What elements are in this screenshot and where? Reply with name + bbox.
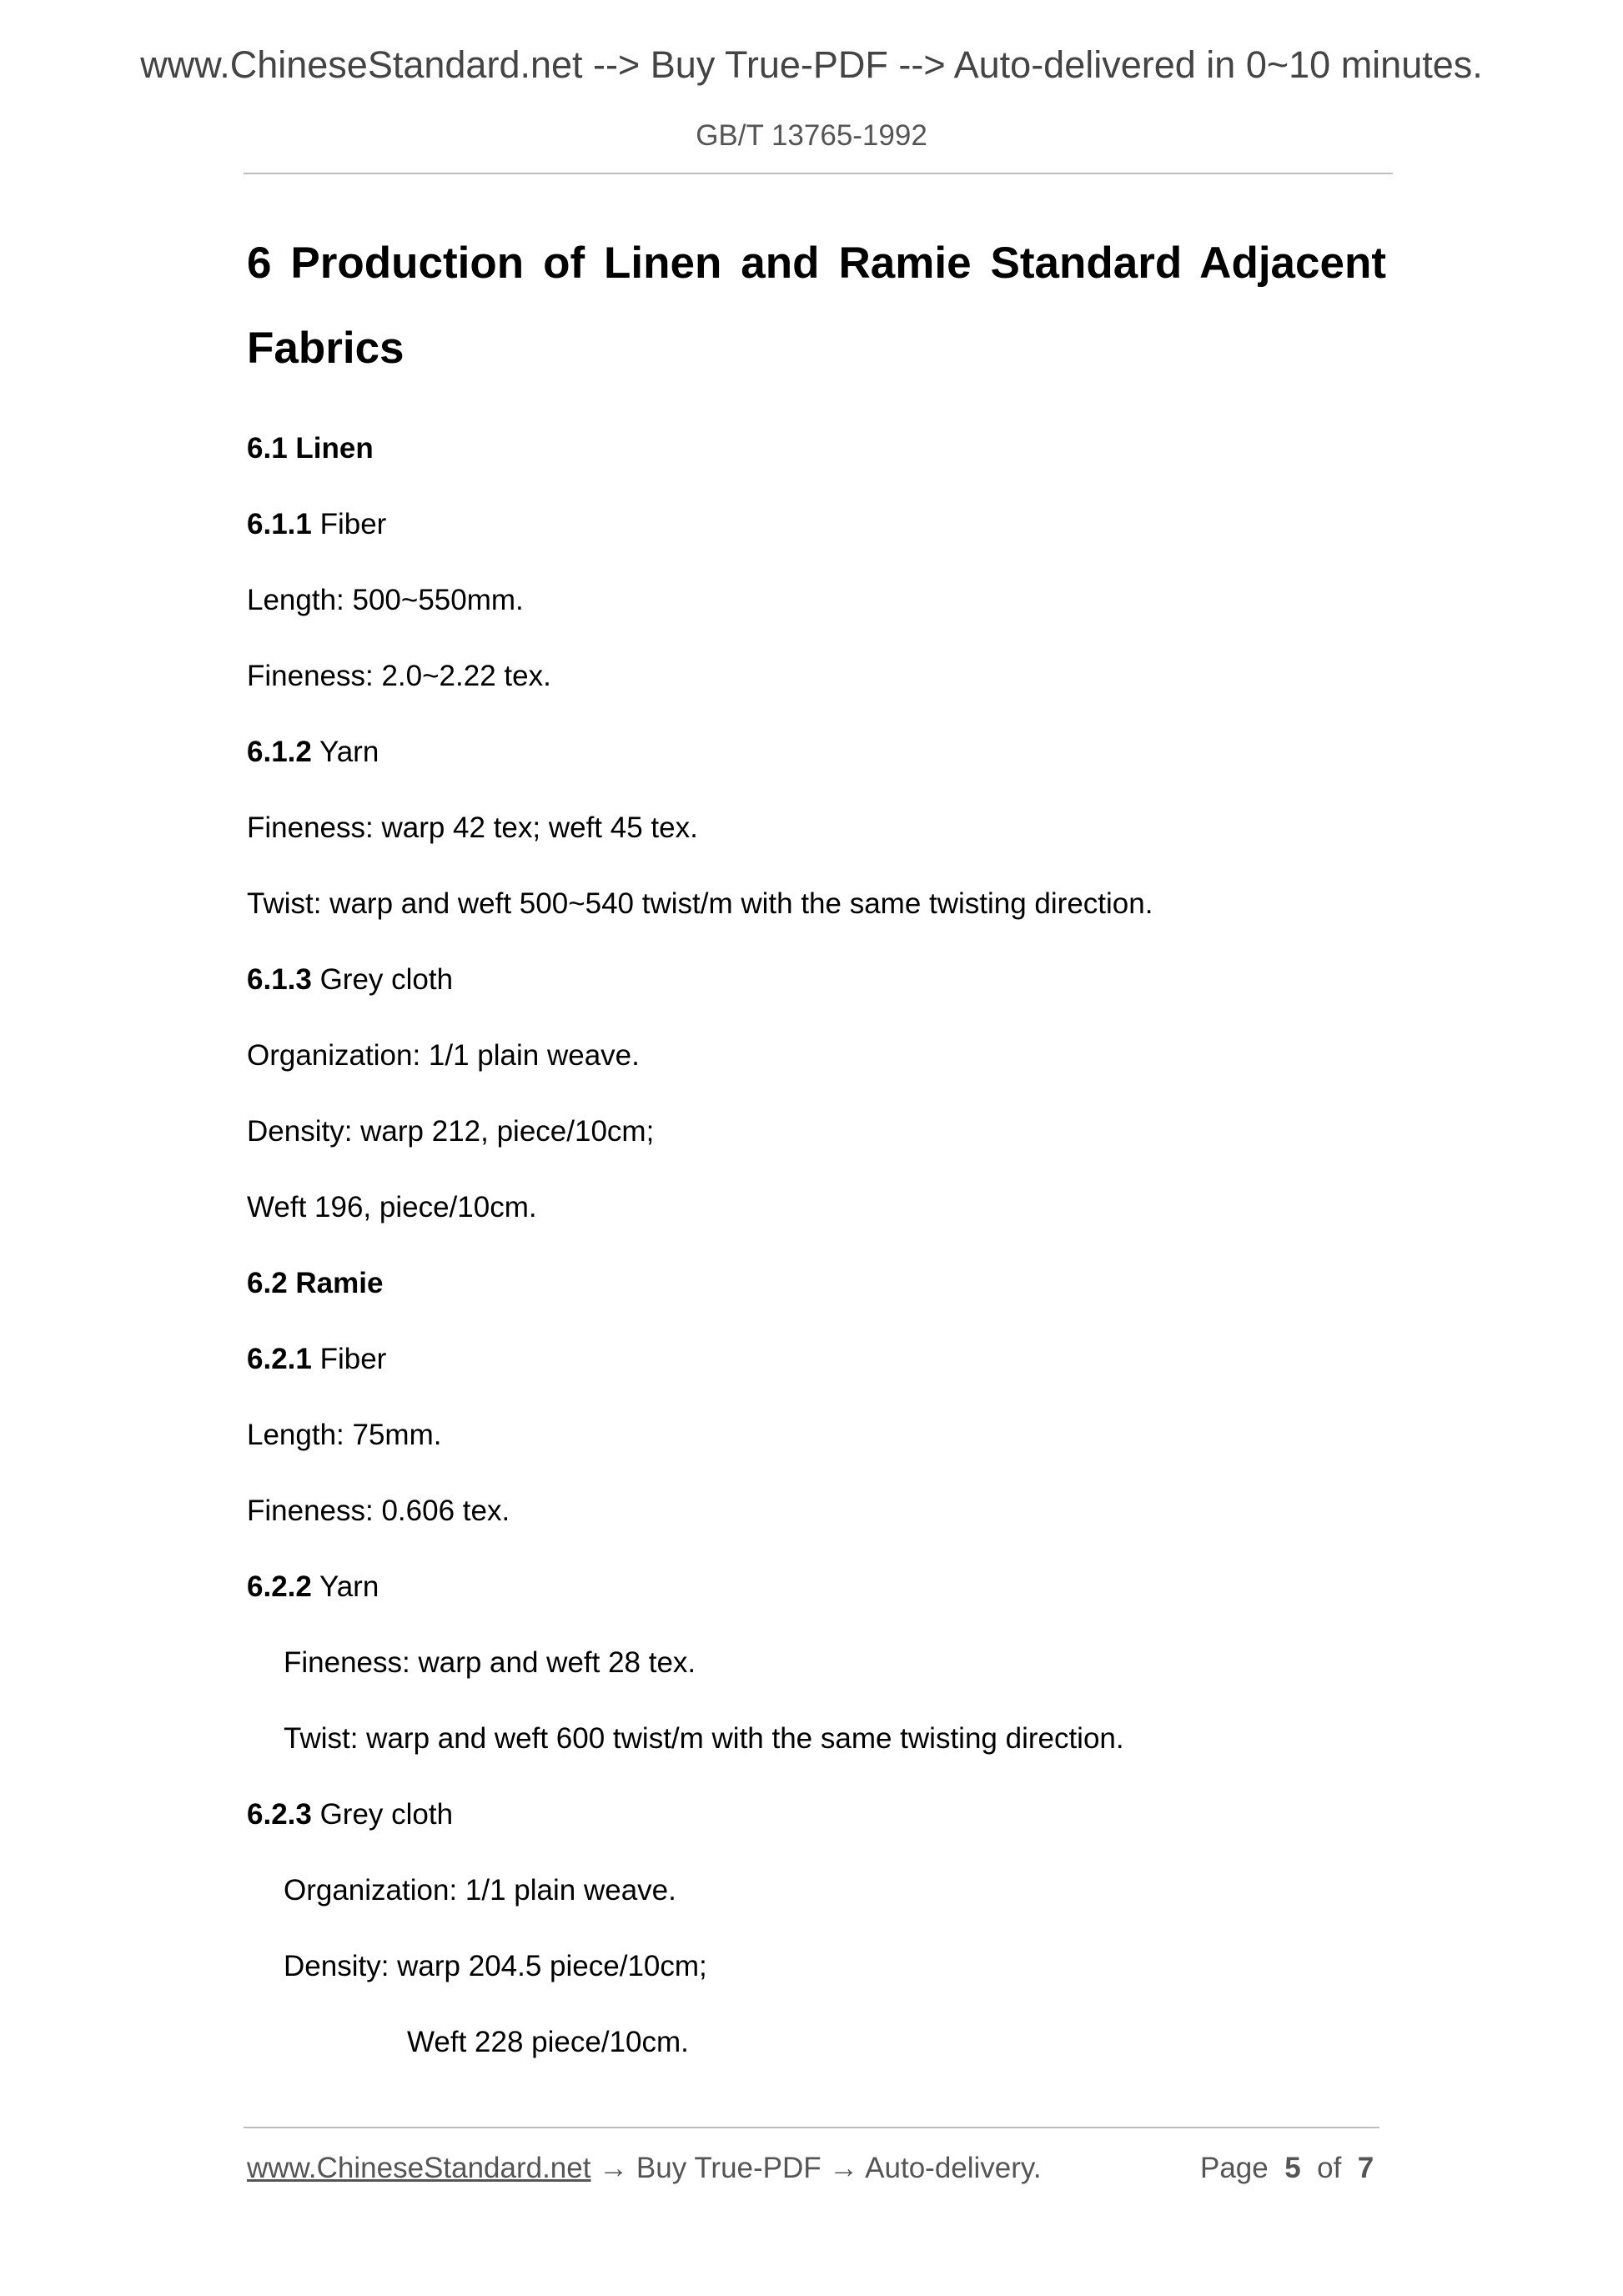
footer-divider [244,2127,1379,2128]
clause-title: Yarn [311,736,379,768]
text-line: Fineness: 0.606 tex. [247,1495,510,1527]
of-label: of [1317,2152,1342,2184]
arrow-icon: → [829,2152,859,2184]
clause-number: 6.1.1 [247,508,312,540]
clause-title: Grey cloth [311,963,454,996]
section-title-line2: Fabrics [247,324,404,373]
text-line: Density: warp 204.5 piece/10cm; [284,1950,707,1982]
site-link[interactable]: www.ChineseStandard.net [247,2152,591,2184]
clause-title: Fiber [311,508,387,540]
clause-title: Yarn [311,1570,379,1603]
section-title-line1: 6 Production of Linen and Ramie Standard Adjacent [247,239,1386,288]
clause-number: 6.1.3 [247,963,312,996]
page-indicator [1200,2152,1374,2185]
page-number: 5 [1284,2152,1301,2184]
subsection-heading-linen: 6.1 Linen [247,432,374,465]
clause-title: Fiber [311,1343,387,1375]
text-line: Density: warp 212, piece/10cm; [247,1115,655,1148]
text-line: Twist: warp and weft 600 twist/m with the same twisting direction. [284,1722,1124,1755]
text-line: Fineness: 2.0~2.22 tex. [247,660,551,692]
clause-heading-grey-cloth [247,963,453,997]
text-line: Fineness: warp and weft 28 tex. [284,1646,696,1679]
footer-left [247,2152,1042,2185]
clause-heading-fiber [247,508,386,541]
clause-number: 6.2.2 [247,1570,312,1603]
text-line: Weft 196, piece/10cm. [247,1191,537,1223]
text-line: Length: 500~550mm. [247,584,524,616]
arrow-icon: → [599,2152,629,2184]
footer-buy-text: Buy True-PDF [628,2152,830,2184]
clause-number: 6.1.2 [247,736,312,768]
text-line: Weft 228 piece/10cm. [407,2026,689,2058]
subsection-heading-ramie: 6.2 Ramie [247,1267,384,1299]
text-line: Organization: 1/1 plain weave. [247,1039,640,1072]
text-line: Length: 75mm. [247,1419,442,1451]
clause-title: Grey cloth [311,1798,454,1831]
clause-heading-yarn [247,736,379,769]
text-line: Organization: 1/1 plain weave. [284,1874,676,1907]
clause-number: 6.2.3 [247,1798,312,1831]
header-divider [244,173,1393,174]
text-line: Fineness: warp 42 tex; weft 45 tex. [247,811,698,844]
standard-code: GB/T 13765-1992 [696,119,927,152]
clause-heading-grey-cloth [247,1798,453,1831]
site-banner: www.ChineseStandard.net --> Buy True-PDF --> Auto-delivered in 0~10 minutes. [140,43,1483,86]
footer-delivery-text: Auto-delivery. [858,2152,1042,2184]
clause-number: 6.2.1 [247,1343,312,1375]
text-line: Twist: warp and weft 500~540 twist/m with the same twisting direction. [247,887,1153,920]
page-label: Page [1200,2152,1269,2184]
page-total: 7 [1357,2152,1374,2184]
clause-heading-yarn [247,1570,379,1604]
clause-heading-fiber [247,1343,386,1376]
